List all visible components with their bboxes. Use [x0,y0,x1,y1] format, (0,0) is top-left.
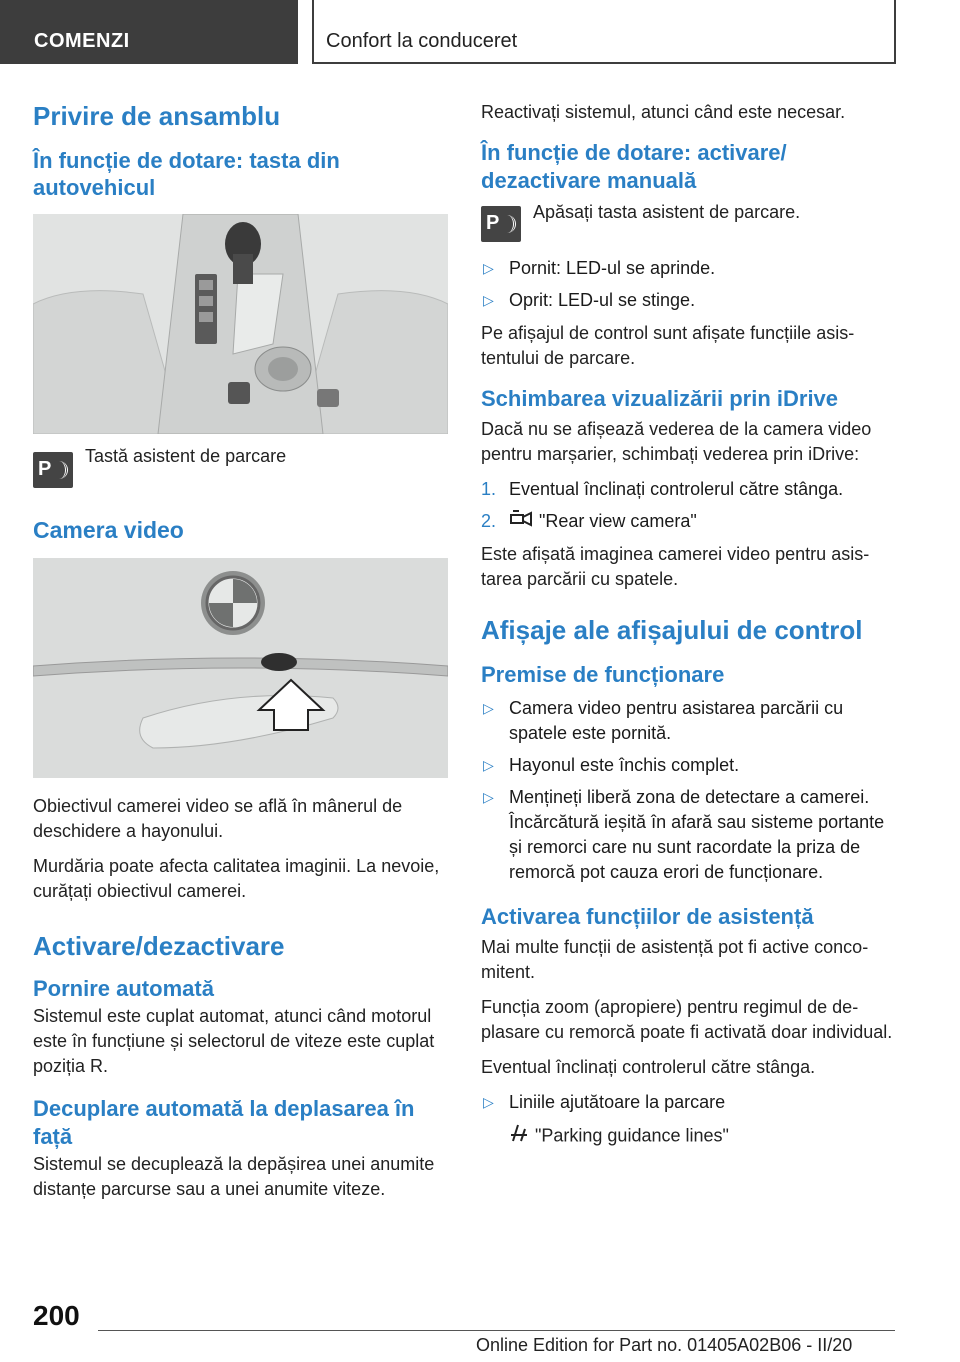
footer-divider [98,1330,895,1331]
list-item: ▷ Hayonul este închis complet. [483,755,740,776]
idrive-steps [481,477,896,535]
park-assist-button-icon: P [33,452,73,488]
manual-list [481,256,896,313]
assist-paragraph-2: Funcția zoom (apropiere) pentru regimul de deplasare cu remorcă poate fi activată doar individual. [481,996,893,1042]
heading-overview: Privire de ansamblu [33,101,281,131]
assist-sub-line: "Parking guidance lines" [481,1123,896,1150]
right-column [481,100,896,1160]
prereq-list [481,696,896,885]
heading-prereq: Premise de funcționare [481,661,725,687]
heading-auto-on: Pornire automată [33,975,214,1001]
park-assist-button-icon: P [481,206,521,242]
idrive-paragraph-2: Este afișată imaginea camerei video pentru asistarea parcării cu spatele. [481,544,870,590]
button-caption-line [33,445,448,488]
heading-display: Afișaje ale afișajului de control [481,615,863,646]
auto-on-paragraph: Sistemul este cuplat automat, atunci când motorul este în funcțiune și selectorul de viteze este cuplat poziția R. [33,1006,435,1077]
console-image [33,214,448,434]
heading-idrive: Schimbarea vizualizării prin iDrive [481,386,839,411]
list-item: 2. "Rear view camera" [481,509,896,535]
manual-icon-line [481,202,896,242]
page-number: 200 [33,1300,80,1331]
camera-image [33,558,448,778]
auto-off-paragraph: Sistemul se decuplează la depășirea unei anumite distanțe parcurse sau a unei anumite viteze. [33,1154,435,1200]
guidance-lines-icon [509,1123,529,1150]
camera-paragraph-2: Murdăria poate afecta calitatea imaginii. La nevoie, curățați obiectivul camerei. [33,856,440,902]
heading-button: În funcție de dotare: tasta din autovehicul [33,147,340,200]
heading-assist: Activarea funcțiilor de asistență [481,904,814,930]
heading-auto-off: Decuplare automată la deplasarea în față [33,1096,415,1149]
idrive-paragraph: Dacă nu se afișează vederea de la camera video pentru marșarier, schimbați vederea prin iDrive: [481,418,872,464]
page-header [0,0,960,66]
list-item: ▷ Liniile ajutătoare la parcare [483,1091,726,1112]
manual-paragraph: Pe afișajul de control sunt afișate funcțiile asistentului de parcare. [481,323,855,368]
heading-activation: Activare/dezactivare [33,931,285,962]
assist-paragraph-1: Mai multe funcții de asistență pot fi active concomitent. [481,936,869,982]
list-item: ▷ Oprit: LED-ul se stinge. [483,290,696,310]
heading-camera: Camera video [33,516,184,543]
button-caption: Tastă asistent de parcare [85,445,287,466]
reactivate-paragraph: Reactivați sistemul, atunci când este necesar. [481,102,846,122]
manual-icon-text: Apăsați tasta asistent de parcare. [533,202,801,222]
list-item: 1. Eventual înclinați controlerul către stânga. [481,478,844,499]
heading-manual: În funcție de dotare: activare/ dezactivare manuală [481,140,787,193]
camera-paragraph-1: Obiectivul camerei video se află în mânerul de deschidere a hayonului. [33,796,403,842]
section-tab: COMENZI [0,0,298,64]
edition-text: Online Edition for Part no. 01405A02B06 - II/20 [476,1335,853,1355]
center-console-illustration [33,214,448,434]
rear-camera-icon [509,509,533,534]
chapter-title: Confort la conduceret [312,0,896,64]
assist-list [481,1090,896,1115]
tailgate-camera-illustration [33,558,448,778]
list-item: ▷ Pornit: LED-ul se aprinde. [483,258,716,278]
assist-paragraph-3: Eventual înclinați controlerul către stânga. [481,1056,816,1077]
list-item: ▷ Camera video pentru asistarea parcării cu spatele este pornită. [483,698,844,744]
list-item: ▷ Mențineți liberă zona de detectare a camerei. Încărcătură ieșită în afară sau sisteme portante și remorci care nu sunt racordate la priza de remorcă pot cauza erori de funcționare. [483,787,885,883]
left-column [33,100,448,1212]
